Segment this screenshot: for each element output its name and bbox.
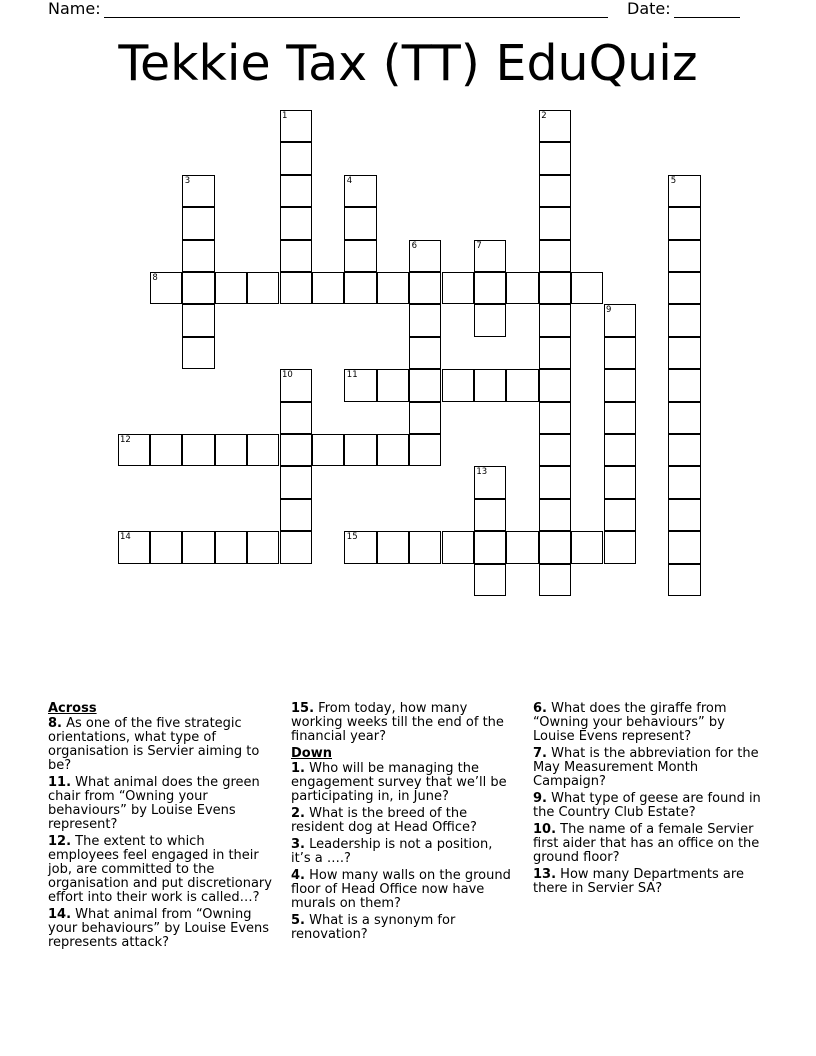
- grid-cell[interactable]: [668, 434, 700, 466]
- clue-number-label: 13: [476, 467, 488, 478]
- grid-cell[interactable]: [539, 207, 571, 239]
- grid-cell[interactable]: [539, 304, 571, 336]
- clue-number-label: 9: [606, 305, 612, 316]
- grid-cell[interactable]: [604, 434, 636, 466]
- grid-cell[interactable]: [474, 564, 506, 596]
- clue-text: What is the breed of the resident dog at Head Office?: [291, 806, 477, 835]
- grid-cell[interactable]: [344, 272, 376, 304]
- grid-cell[interactable]: [506, 369, 538, 401]
- grid-cell[interactable]: [604, 466, 636, 498]
- grid-cell[interactable]: [312, 434, 344, 466]
- grid-cell[interactable]: [215, 434, 247, 466]
- clue-text: How many Departments are there in Servier SA?: [533, 867, 744, 896]
- clue-down-7: [533, 747, 769, 789]
- grid-cell[interactable]: [604, 402, 636, 434]
- grid-cell[interactable]: [409, 337, 441, 369]
- clue-number: 8.: [48, 716, 62, 731]
- grid-cell[interactable]: [182, 207, 214, 239]
- clue-across-15: [291, 702, 513, 744]
- grid-cell[interactable]: [668, 337, 700, 369]
- grid-cell[interactable]: [280, 207, 312, 239]
- grid-cell[interactable]: [247, 272, 279, 304]
- grid-cell[interactable]: [280, 466, 312, 498]
- grid-cell[interactable]: [280, 175, 312, 207]
- grid-cell[interactable]: [215, 531, 247, 563]
- grid-cell[interactable]: [668, 564, 700, 596]
- grid-cell[interactable]: [150, 531, 182, 563]
- clue-down-3: [291, 838, 513, 866]
- grid-cell[interactable]: [247, 531, 279, 563]
- grid-cell[interactable]: [539, 564, 571, 596]
- grid-cell[interactable]: [539, 499, 571, 531]
- grid-cell[interactable]: [539, 434, 571, 466]
- clue-number-label: 3: [184, 175, 191, 186]
- grid-cell[interactable]: [280, 240, 312, 272]
- clue-across-8: [48, 717, 278, 773]
- grid-cell[interactable]: [668, 402, 700, 434]
- clue-number: 12.: [48, 834, 72, 849]
- grid-cell[interactable]: [150, 434, 182, 466]
- grid-cell[interactable]: [377, 369, 409, 401]
- grid-cell[interactable]: [442, 369, 474, 401]
- grid-cell[interactable]: [668, 207, 700, 239]
- grid-cell[interactable]: [539, 466, 571, 498]
- clue-number: 10.: [533, 822, 557, 837]
- grid-cell[interactable]: [182, 304, 214, 336]
- clue-text: As one of the five strategic orientations, what type of organisation is Servier aiming to be?: [48, 716, 260, 773]
- grid-cell[interactable]: [312, 272, 344, 304]
- grid-cell[interactable]: [409, 272, 441, 304]
- clue-text: The extent to which employees feel engaged in their job, are committed to the organisation and put discretionary effort into their work is called…?: [48, 834, 272, 905]
- grid-cell[interactable]: [668, 369, 700, 401]
- grid-cell[interactable]: [539, 240, 571, 272]
- grid-cell[interactable]: [182, 240, 214, 272]
- grid-cell[interactable]: [280, 531, 312, 563]
- grid-cell[interactable]: [506, 272, 538, 304]
- grid-cell[interactable]: [182, 531, 214, 563]
- clue-text: What animal from “Owning your behaviours” by Louise Evens represents attack?: [48, 907, 270, 950]
- grid-cell[interactable]: [604, 337, 636, 369]
- clue-down-9: [533, 792, 769, 820]
- grid-cell[interactable]: [442, 272, 474, 304]
- clue-number-label: 15: [346, 532, 358, 543]
- clue-text: Who will be managing the engagement survey that we’ll be participating in, in June?: [291, 761, 507, 804]
- grid-cell[interactable]: [539, 337, 571, 369]
- grid-cell[interactable]: [604, 369, 636, 401]
- grid-cell[interactable]: [668, 240, 700, 272]
- grid-cell[interactable]: [377, 531, 409, 563]
- clue-text: Leadership is not a position, it’s a ….?: [291, 837, 493, 866]
- clue-column-2: [291, 702, 513, 945]
- grid-cell[interactable]: [668, 531, 700, 563]
- grid-cell[interactable]: [280, 434, 312, 466]
- grid-cell[interactable]: [182, 434, 214, 466]
- clue-number: 5.: [291, 913, 305, 928]
- clue-text: From today, how many working weeks till the end of the financial year?: [291, 701, 504, 744]
- grid-cell[interactable]: [474, 272, 506, 304]
- grid-cell[interactable]: [280, 402, 312, 434]
- grid-cell[interactable]: [474, 369, 506, 401]
- clue-number-label: 14: [120, 532, 131, 543]
- grid-cell[interactable]: [474, 304, 506, 336]
- grid-cell[interactable]: [377, 272, 409, 304]
- clue-number-label: 2: [541, 111, 547, 121]
- page-title: Tekkie Tax (TT) EduQuiz: [118, 35, 698, 92]
- grid-cell[interactable]: [409, 369, 441, 401]
- clue-text: What animal does the green chair from “Owning your behaviours” by Louise Evens represent?: [48, 775, 260, 832]
- clue-number: 3.: [291, 837, 305, 852]
- grid-cell[interactable]: [280, 272, 312, 304]
- clue-text: How many walls on the ground floor of Head Office now have murals on them?: [291, 868, 511, 911]
- clue-text: The name of a female Servier first aider that has an office on the ground floor?: [533, 822, 760, 865]
- clue-number: 13.: [533, 867, 557, 882]
- clue-number-label: 12: [120, 435, 131, 445]
- clue-number: 2.: [291, 806, 305, 821]
- grid-cell[interactable]: [409, 434, 441, 466]
- clue-number: 15.: [291, 701, 315, 716]
- clue-text: What type of geese are found in the Country Club Estate?: [533, 791, 761, 820]
- grid-cell[interactable]: [409, 304, 441, 336]
- clue-column-1: [48, 702, 278, 953]
- clue-number-label: 6: [411, 240, 418, 251]
- grid-cell[interactable]: [668, 466, 700, 498]
- clue-down-13: [533, 868, 769, 896]
- clue-number-label: 4: [346, 175, 353, 186]
- grid-cell[interactable]: [474, 531, 506, 563]
- clue-down-4: [291, 869, 513, 911]
- clue-number-label: 5: [670, 175, 677, 186]
- clue-down-2: [291, 807, 513, 835]
- clue-number-label: 10: [282, 370, 293, 381]
- clue-down-10: [533, 823, 769, 865]
- grid-cell[interactable]: [280, 142, 312, 174]
- clue-number: 14.: [48, 907, 72, 922]
- grid-cell[interactable]: [506, 531, 538, 563]
- grid-cell[interactable]: [344, 240, 376, 272]
- grid-cell[interactable]: [539, 531, 571, 563]
- grid-cell[interactable]: [668, 272, 700, 304]
- grid-cell[interactable]: [280, 499, 312, 531]
- clue-number: 11.: [48, 775, 72, 790]
- grid-cell[interactable]: [571, 272, 603, 304]
- grid-cell[interactable]: [182, 272, 214, 304]
- clue-down-1: [291, 762, 513, 804]
- across-heading: Across: [48, 701, 97, 716]
- grid-cell[interactable]: [344, 434, 376, 466]
- grid-cell[interactable]: [539, 402, 571, 434]
- clue-text: What does the giraffe from “Owning your behaviours” by Louise Evens represent?: [533, 701, 727, 744]
- clue-number-label: 1: [282, 111, 288, 121]
- grid-cell[interactable]: [604, 499, 636, 531]
- grid-cell[interactable]: [474, 499, 506, 531]
- clue-number: 7.: [533, 746, 547, 761]
- clue-number: 6.: [533, 701, 547, 716]
- grid-cell[interactable]: [344, 207, 376, 239]
- clue-text: What is a synonym for renovation?: [291, 913, 456, 942]
- grid-cell[interactable]: [215, 272, 247, 304]
- clue-number-label: 7: [476, 240, 482, 251]
- clue-down-5: [291, 914, 513, 942]
- grid-cell[interactable]: [604, 531, 636, 563]
- clue-number-label: 8: [152, 273, 158, 283]
- clue-number-label: 11: [346, 370, 358, 381]
- clue-across-11: [48, 776, 278, 832]
- grid-cell[interactable]: [442, 531, 474, 563]
- clue-number: 9.: [533, 791, 547, 806]
- grid-cell[interactable]: [182, 337, 214, 369]
- grid-cell[interactable]: [247, 434, 279, 466]
- grid-cell[interactable]: [409, 531, 441, 563]
- grid-cell[interactable]: [409, 402, 441, 434]
- clue-across-12: [48, 835, 278, 905]
- clue-number: 1.: [291, 761, 305, 776]
- clue-down-6: [533, 702, 769, 744]
- clue-text: What is the abbreviation for the May Measurement Month Campaign?: [533, 746, 759, 789]
- grid-cell[interactable]: [539, 369, 571, 401]
- grid-cell[interactable]: [539, 175, 571, 207]
- grid-cell[interactable]: [668, 304, 700, 336]
- grid-cell[interactable]: [539, 272, 571, 304]
- grid-cell[interactable]: [668, 499, 700, 531]
- clue-number: 4.: [291, 868, 305, 883]
- grid-cell[interactable]: [377, 434, 409, 466]
- clue-column-3: [533, 702, 769, 899]
- grid-cell[interactable]: [539, 142, 571, 174]
- date-label: Date:: [627, 0, 671, 18]
- clue-across-14: [48, 908, 278, 950]
- grid-cell[interactable]: [571, 531, 603, 563]
- name-label: Name:: [48, 0, 101, 18]
- down-heading: Down: [291, 746, 332, 761]
